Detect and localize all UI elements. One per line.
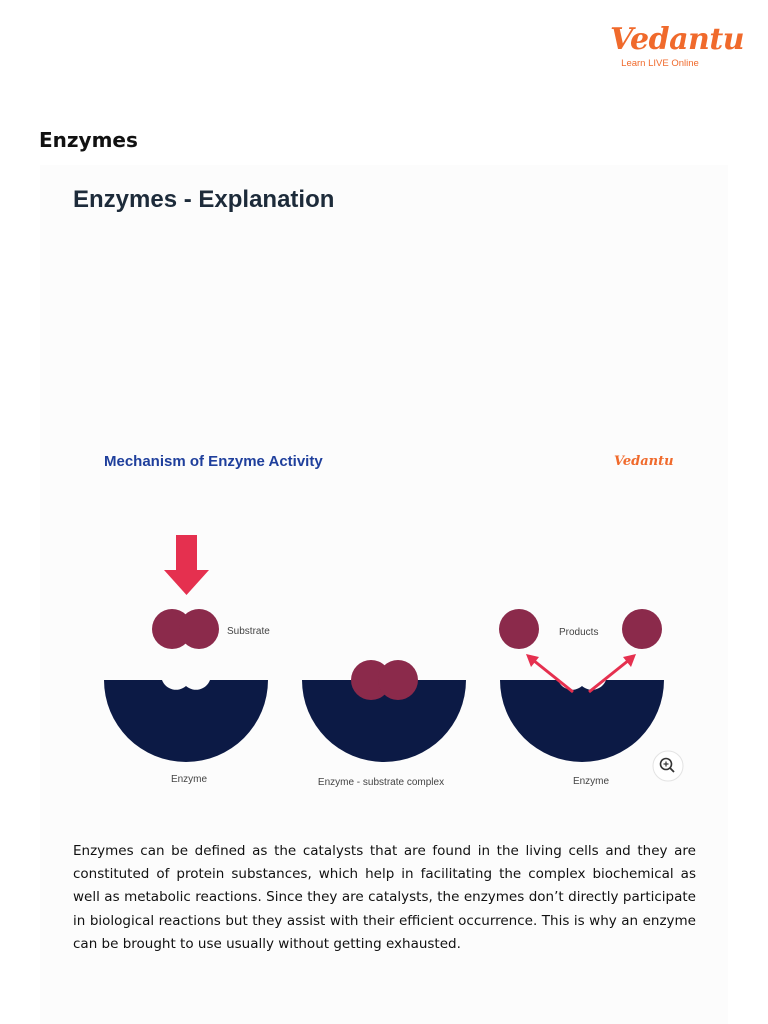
stage-substrate-approach	[104, 535, 270, 785]
complex-lobe-right	[378, 660, 418, 700]
enzyme-right	[500, 680, 664, 762]
zoom-button[interactable]	[653, 751, 683, 781]
logo-tagline: Learn LIVE Online	[621, 58, 699, 69]
product-right	[622, 609, 662, 649]
figure-watermark: Vedantu	[614, 454, 674, 469]
page-heading: Enzymes	[39, 128, 138, 152]
enzyme-definition-paragraph: Enzymes can be defined as the catalysts that are found in the living cells and they are constituted of protein substances, which help in facilitating the complex biochemical as well as metabolic reactions. Since they are catalysts, the enzymes don’t directly participate in biological reactions but they assist with their efficient occurrence. This is why an enzyme can be brought to use usually without getting exhausted.	[73, 843, 696, 952]
down-arrow-icon	[164, 535, 209, 595]
stage-products	[499, 609, 664, 787]
enzyme-left-label: Enzyme	[170, 774, 208, 785]
substrate-label: Substrate	[227, 626, 270, 637]
products-label: Products	[559, 627, 599, 638]
enzyme-right-label: Enzyme	[572, 776, 610, 787]
figure-title: Mechanism of Enzyme Activity	[104, 453, 323, 470]
substrate-lobe-right	[179, 609, 219, 649]
card-title: Enzymes - Explanation	[73, 186, 335, 213]
logo-wordmark: Vedantu	[610, 22, 745, 57]
product-left	[499, 609, 539, 649]
stage-complex	[302, 660, 466, 788]
enzyme-left	[104, 680, 268, 762]
complex-label: Enzyme - substrate complex	[317, 777, 445, 788]
